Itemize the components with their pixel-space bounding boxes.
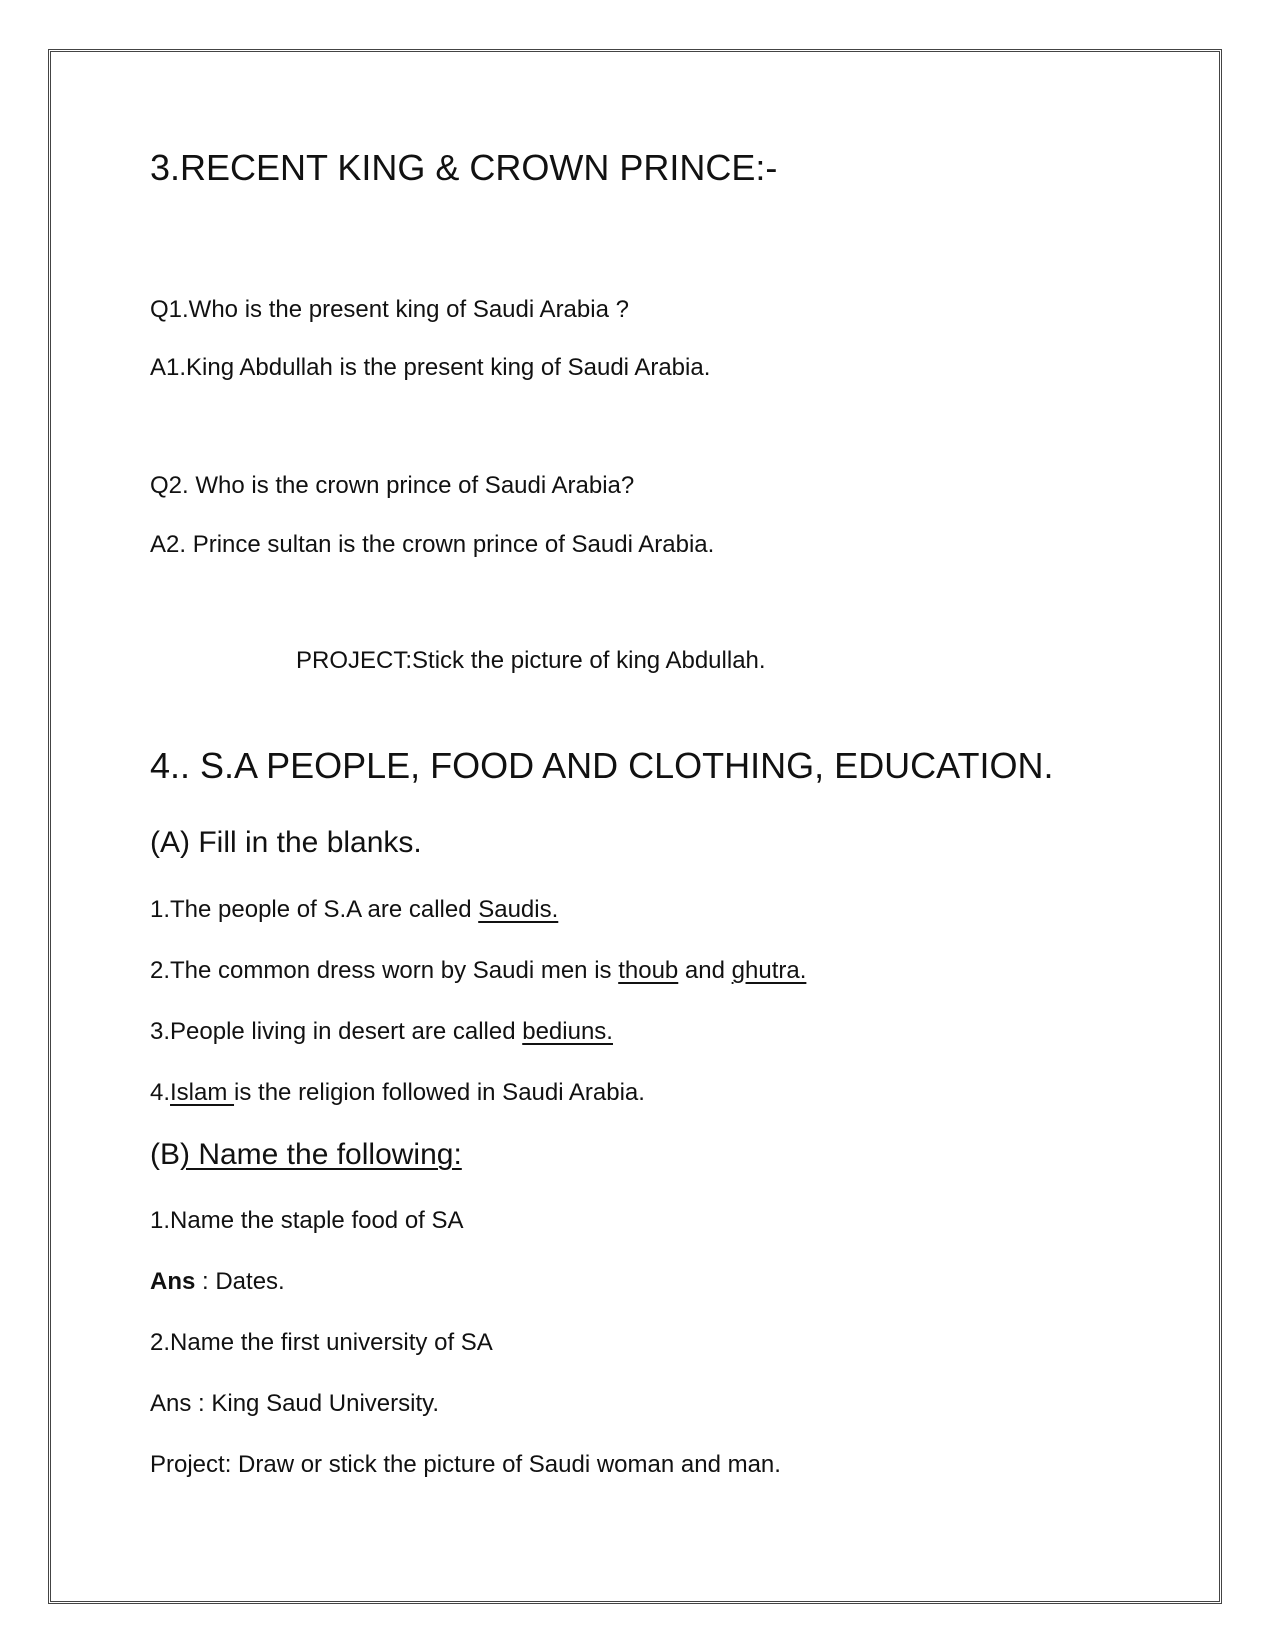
name-question-2: 2.Name the first university of SA <box>150 1329 493 1356</box>
fill-blank-2-text: 2.The common dress worn by Saudi men is <box>150 957 619 984</box>
question-1: Q1.Who is the present king of Saudi Arabia ? <box>150 296 629 323</box>
fill-blank-1-text: 1.The people of S.A are called <box>150 896 479 923</box>
name-answer-1-text: : Dates. <box>195 1268 285 1295</box>
name-answer-2: Ans : King Saud University. <box>150 1390 440 1417</box>
fill-blank-2-answer-2: ghutra. <box>731 957 807 984</box>
project-saudi-people: Project: Draw or stick the picture of Saudi woman and man. <box>150 1451 781 1478</box>
fill-blank-4-answer: Islam <box>170 1079 235 1106</box>
fill-blank-2-connector: and <box>678 957 732 984</box>
name-answer-1 <box>150 1270 285 1294</box>
fill-blank-2-answer-1: thoub <box>618 957 679 984</box>
part-b-heading <box>150 1140 462 1170</box>
name-answer-1-label: Ans <box>150 1268 196 1295</box>
project-king-picture: PROJECT:Stick the picture of king Abdullah. <box>296 647 766 674</box>
fill-blank-3 <box>150 1020 613 1044</box>
fill-blank-3-text: 3.People living in desert are called <box>150 1018 523 1045</box>
fill-blank-4-text: is the religion followed in Saudi Arabia. <box>234 1079 645 1106</box>
part-a-heading: (A) Fill in the blanks. <box>150 826 422 859</box>
fill-blank-4 <box>150 1081 645 1105</box>
answer-2: A2. Prince sultan is the crown prince of Saudi Arabia. <box>150 531 715 558</box>
fill-blank-1-answer: Saudis. <box>478 896 559 923</box>
fill-blank-1 <box>150 898 558 922</box>
section-4-heading: 4.. S.A PEOPLE, FOOD AND CLOTHING, EDUCATION. <box>150 745 1054 786</box>
fill-blank-4-number: 4. <box>150 1079 171 1106</box>
fill-blank-2 <box>150 959 806 983</box>
fill-blank-3-answer: bediuns. <box>522 1018 613 1045</box>
answer-1: A1.King Abdullah is the present king of Saudi Arabia. <box>150 354 711 381</box>
part-b-heading-prefix: (B <box>150 1138 180 1171</box>
question-2: Q2. Who is the crown prince of Saudi Arabia? <box>150 472 635 499</box>
part-b-heading-title: ) Name the following: <box>180 1138 462 1171</box>
section-3-heading: 3.RECENT KING & CROWN PRINCE:- <box>150 147 778 188</box>
name-question-1: 1.Name the staple food of SA <box>150 1207 464 1234</box>
